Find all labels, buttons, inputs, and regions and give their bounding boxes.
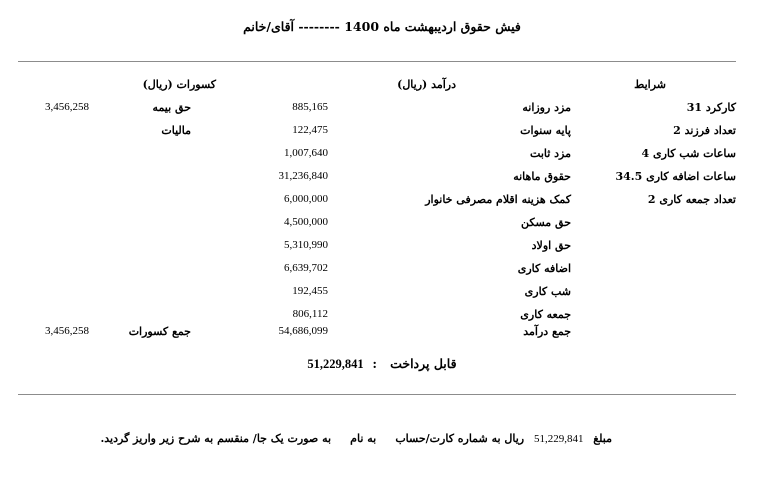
income-label: پایه سنوات bbox=[520, 124, 571, 137]
footer-prefix: مبلغ bbox=[593, 432, 612, 445]
condition-item: ساعات شب کاری 4 bbox=[641, 147, 736, 160]
footer-text: ریال به شماره کارت/حساب به نام به صورت یک جا/ منقسم به شرح زیر واریز گردید. bbox=[100, 432, 525, 445]
income-label: مزد روزانه bbox=[522, 101, 571, 114]
income-value: 4,500,000 bbox=[284, 216, 328, 228]
deduction-label: حق بیمه bbox=[152, 101, 191, 114]
income-value: 31,236,840 bbox=[278, 170, 328, 182]
footer-amount: 51,229,841 bbox=[533, 433, 584, 445]
payable-label: قابل پرداخت bbox=[390, 356, 457, 371]
income-total-label: جمع درآمد bbox=[523, 325, 571, 338]
income-label: مزد ثابت bbox=[530, 147, 571, 160]
income-label: حق اولاد bbox=[531, 239, 571, 252]
income-value: 192,455 bbox=[292, 285, 328, 297]
condition-item: ساعات اضافه کاری 34.5 bbox=[615, 170, 736, 183]
income-label: جمعه کاری bbox=[520, 308, 571, 321]
income-label: اضافه کاری bbox=[517, 262, 571, 275]
income-label: حق مسکن bbox=[521, 216, 571, 229]
condition-item: کارکرد 31 bbox=[686, 101, 736, 114]
income-header: درآمد (ریال) bbox=[397, 78, 456, 91]
income-value: 1,007,640 bbox=[284, 147, 328, 159]
page-title: فیش حقوق اردیبهشت ماه 1400 -------- آقای/خانم bbox=[243, 19, 521, 34]
deductions-total-value: 3,456,258 bbox=[45, 325, 89, 337]
deduction-value: 3,456,258 bbox=[45, 101, 89, 113]
condition-item: تعداد جمعه کاری 2 bbox=[647, 193, 736, 206]
payable-amount: 51,229,841 bbox=[307, 357, 364, 371]
deductions-header: کسورات (ریال) bbox=[142, 78, 216, 91]
income-label: حقوق ماهانه bbox=[513, 170, 571, 183]
income-value: 6,639,702 bbox=[284, 262, 328, 274]
payable-separator: : bbox=[368, 356, 386, 371]
footer-statement bbox=[100, 432, 612, 445]
income-value: 885,165 bbox=[292, 101, 328, 113]
deduction-label: مالیات bbox=[161, 124, 191, 137]
income-label: شب کاری bbox=[524, 285, 571, 298]
income-value: 6,000,000 bbox=[284, 193, 328, 205]
income-total-value: 54,686,099 bbox=[278, 325, 328, 337]
conditions-header: شرایط bbox=[634, 78, 666, 91]
condition-item: تعداد فرزند 2 bbox=[673, 124, 736, 137]
income-value: 806,112 bbox=[292, 308, 328, 320]
top-divider bbox=[18, 61, 736, 62]
income-value: 5,310,990 bbox=[284, 239, 328, 251]
deductions-total-label: جمع کسورات bbox=[128, 325, 191, 338]
bottom-divider bbox=[18, 394, 736, 395]
income-value: 122,475 bbox=[292, 124, 328, 136]
total-payable bbox=[0, 356, 764, 372]
income-label: کمک هزینه اقلام مصرفی خانوار bbox=[425, 193, 571, 206]
